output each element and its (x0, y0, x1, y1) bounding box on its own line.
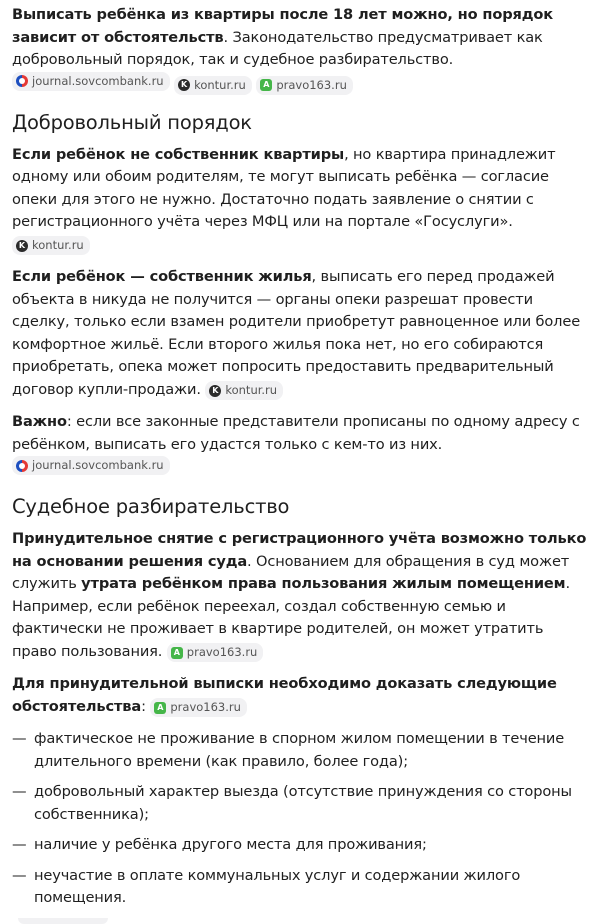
list-item: — неучастие в оплате коммунальных услуг и содержании жилого помещения. (12, 865, 591, 910)
list-item: — наличие у ребёнка другого места для проживания; (12, 834, 591, 857)
kontur-logo-icon: K (16, 240, 28, 252)
conditions-list (12, 728, 591, 910)
source-chip-sovcombank[interactable]: journal.sovcombank.ru (12, 456, 170, 475)
court-paragraph-2: Для принудительной выписки необходимо доказать следующие обстоятельства: A pravo163.ru (12, 673, 591, 718)
source-chip-sovcombank[interactable]: journal.sovcombank.ru (12, 72, 170, 91)
pravo-logo-icon: A (154, 702, 166, 714)
source-chip-kontur[interactable]: K kontur.ru (12, 236, 90, 255)
voluntary-paragraph-1: Если ребёнок не собственник квартиры, но квартира принадлежит одному или обоим родителям, те могут выписать ребёнка — согласие опеки для этого не нужно. Достаточно подать заявление о снятии с регистрационного учёта через МФЦ или на портале «Госуслуги». K kontur.ru (12, 144, 591, 257)
pravo-logo-icon: A (260, 79, 272, 91)
court-heading: Судебное разбирательство (12, 495, 290, 518)
source-chip-kontur[interactable]: K kontur.ru (205, 381, 283, 400)
sovcombank-logo-icon (16, 460, 28, 472)
voluntary-heading: Добровольный порядок (12, 110, 252, 134)
voluntary-paragraph-2: Если ребёнок — собственник жилья, выписать его перед продажей объекта в никуда не получится — органы опеки разрешат провести сделку, только если взамен родители приобретут равноценное или более комфортное жильё. Если второго жилья пока нет, но его собираются приобретать, опека может попросить предоставить предварительный договор купли-продажи. K kontur.ru (12, 266, 591, 401)
intro-paragraph (12, 4, 591, 96)
source-chip-kontur[interactable]: K kontur.ru (174, 76, 252, 95)
list-item: — добровольный характер выезда (отсутствие принуждения со стороны собственника); (12, 781, 591, 826)
cut-off-source-chip[interactable] (18, 918, 108, 924)
source-chip-pravo[interactable]: A pravo163.ru (256, 76, 353, 95)
source-chip-pravo[interactable]: A pravo163.ru (167, 643, 264, 662)
pravo-logo-icon: A (171, 647, 183, 659)
list-item: — фактическое не проживание в спорном жилом помещении в течение длительного времени (как правило, более года); (12, 728, 591, 773)
intro-text: . Законодательство предусматривает как добровольный порядок, так и судебное разбирательство. (12, 28, 543, 68)
kontur-logo-icon: K (209, 385, 221, 397)
source-chip-pravo[interactable]: A pravo163.ru (150, 698, 247, 717)
court-paragraph-1: Принудительное снятие с регистрационного учёта возможно только на основании решения суда. Основанием для обращения в суд может служить утрата ребёнком права пользования жилым помещением. Например, если ребёнок переехал, создал собственную семью и фактически не проживает в квартире родителей, он может утратить право пользования. A pravo163.ru (12, 528, 591, 663)
intro-bold: Выписать ребёнка из квартиры после 18 лет можно, но порядок зависит от обстоятельств (12, 6, 554, 46)
voluntary-paragraph-3: Важно: если все законные представители прописаны по одному адресу с ребёнком, выписать его удастся только с кем-то из них. journal.sovcombank.ru (12, 411, 591, 480)
sovcombank-logo-icon (16, 75, 28, 87)
kontur-logo-icon: K (178, 79, 190, 91)
